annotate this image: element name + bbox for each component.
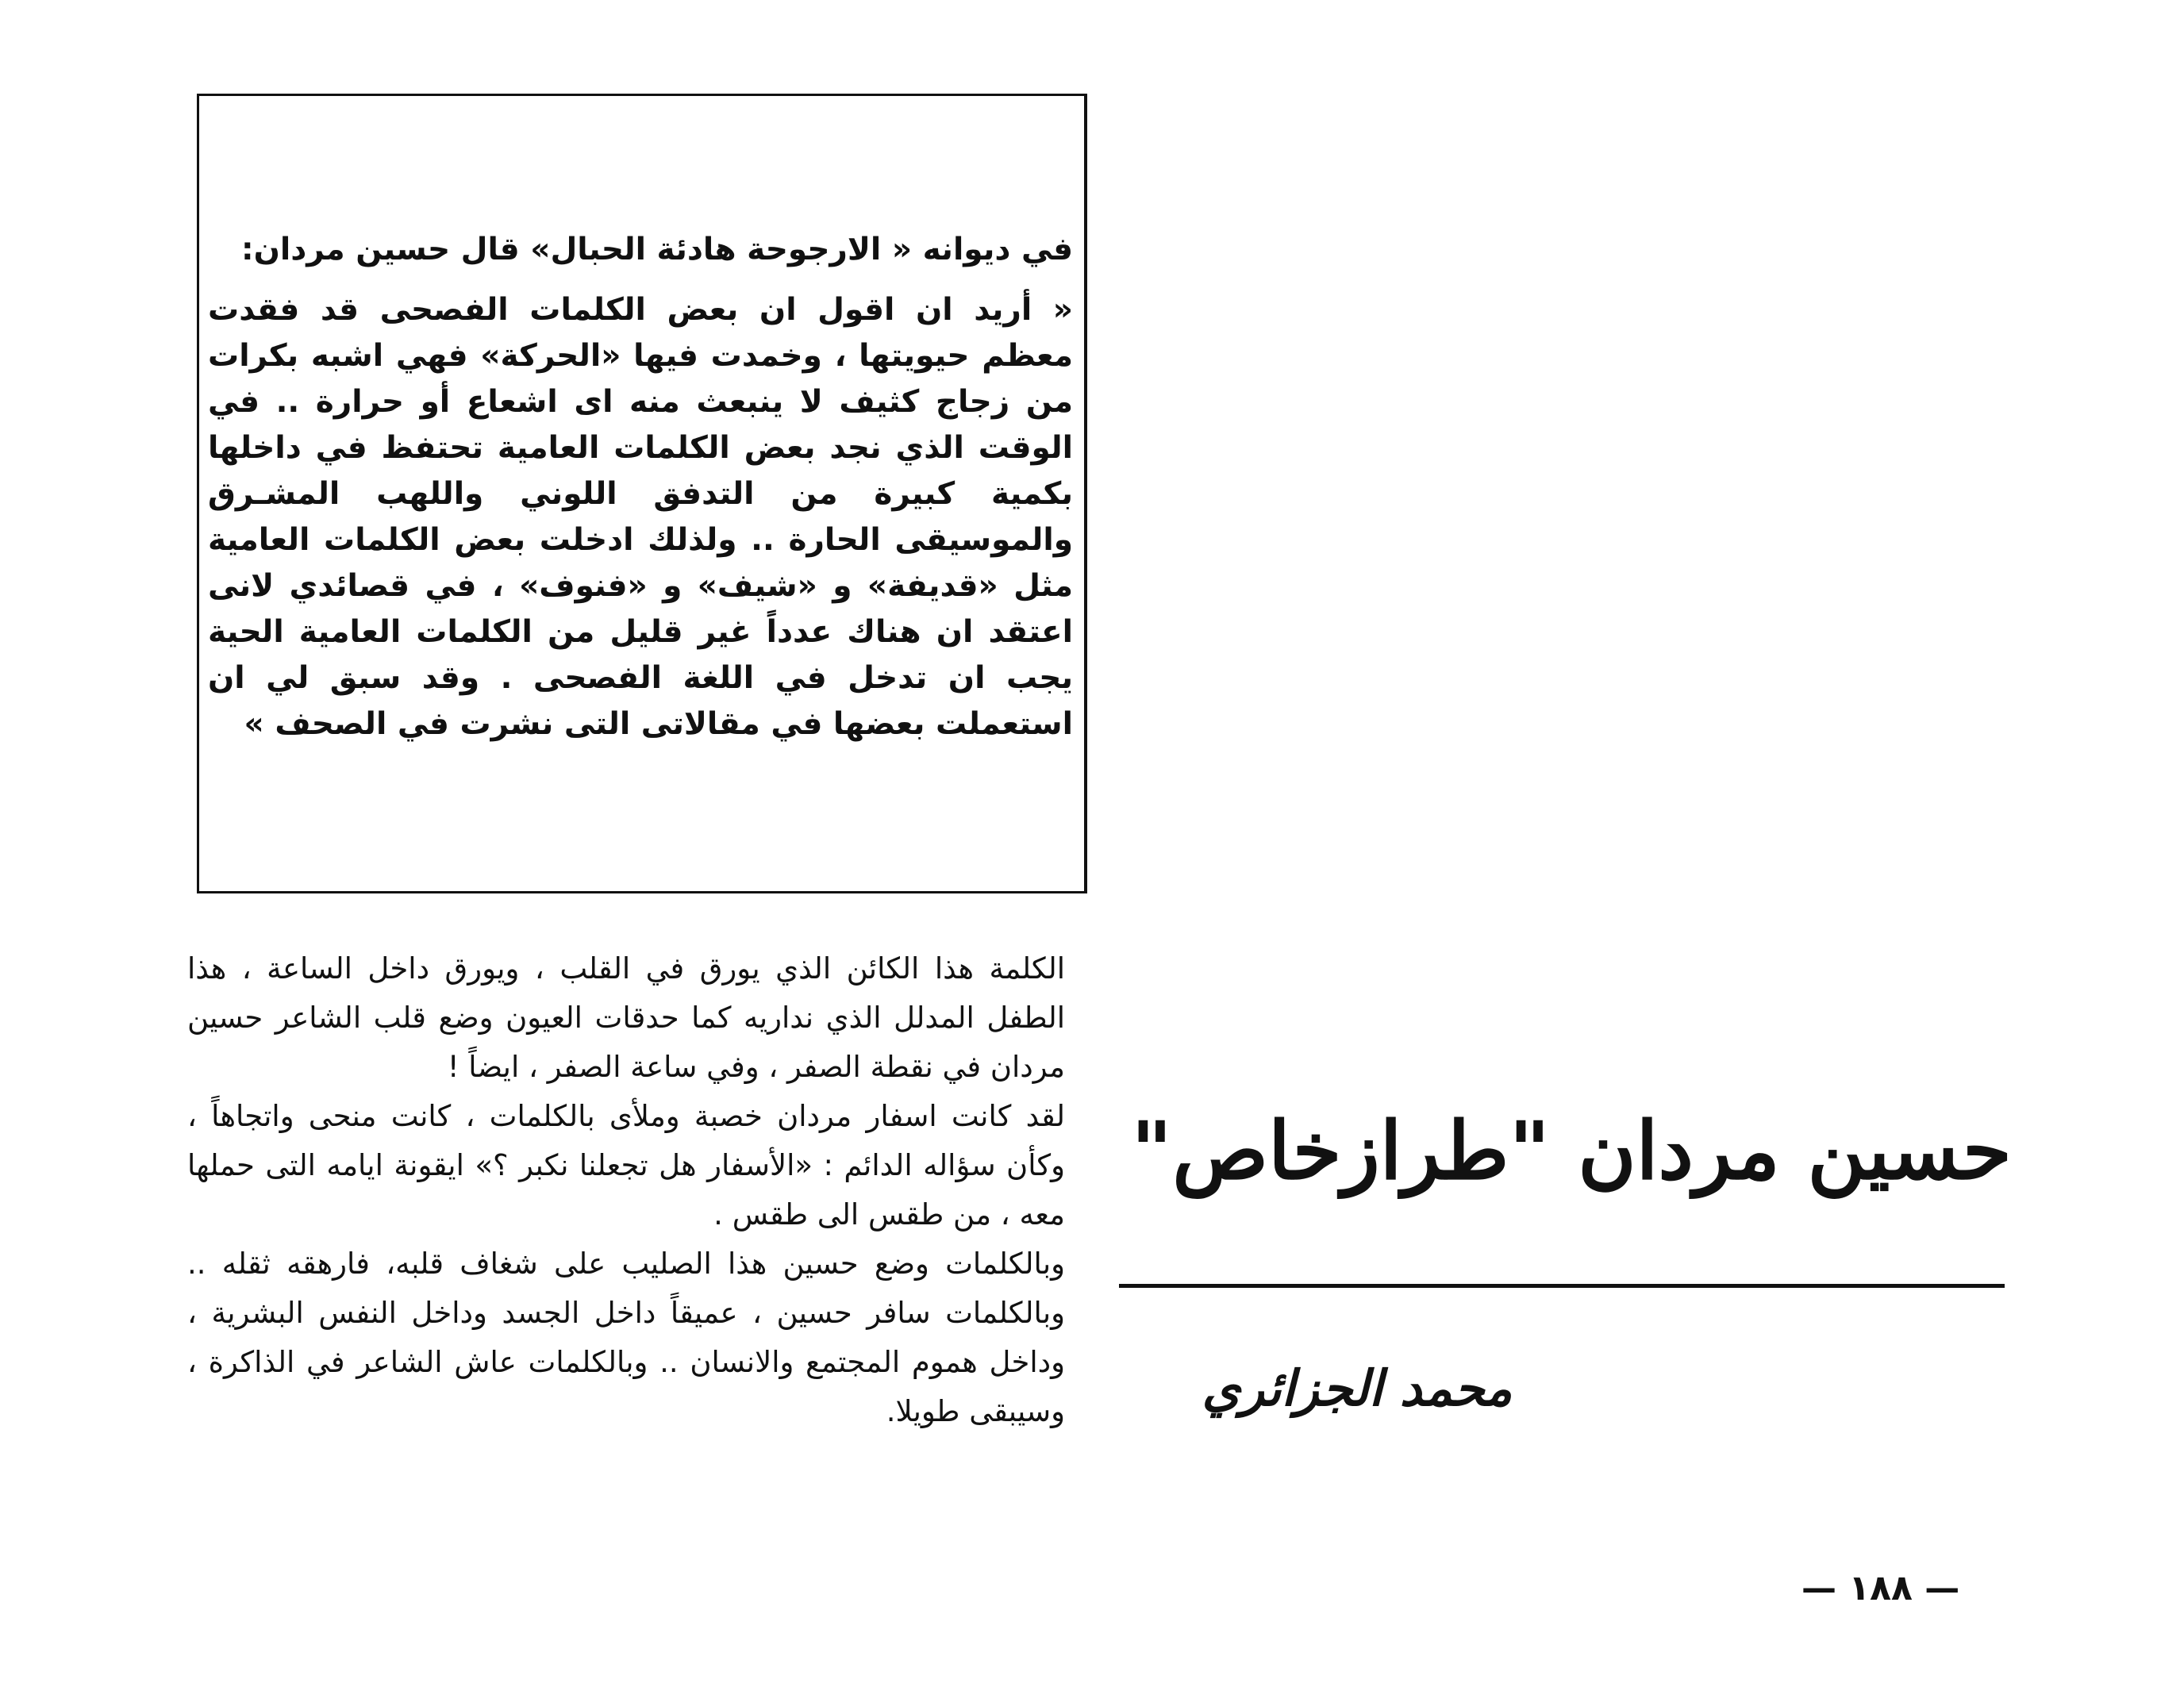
quote-body: « أريد ان اقول ان بعض الكلمات الفصحى قد فقدت معظم حيويتها ، وخمدت فيها «الحركة» فهي اشبه بكرات من زجاج كثيف لا ينبعث منه اى اشعاع أو حرارة .. في الوقت الذي نجد بعض الكلمات العامية تحتفظ في داخلها بكمية كبيرة من التدفق اللوني واللهب المشـرق والموسيقى الحارة .. ولذلك ادخلت بعض الكلمات العامية مثل «قديفة» و «شيف» و «فنوف» ، في قصائدي لانى اعتقد ان هناك عدداً غير قليل من الكلمات العامية الحية يجب ان تدخل في اللغة الفصحى . وقد سبق لي ان استعملت بعضها في مقالاتى التى نشرت في الصحف » (208, 292, 1073, 742)
quote-intro: في ديوانه « الارجوحة هادئة الحبال» قال حسين مردان: (241, 232, 1073, 267)
article-paragraph-2: لقد كانت اسفار مردان خصبة وملأى بالكلمات ، كانت منحى واتجاهاً ، وكأن سؤاله الدائم : «الأسفار هل تجعلنا نكبر ؟» ايقونة ايامه التى حملها معه ، من طقس الى طقس . (187, 1099, 1065, 1232)
article-paragraph-1: الكلمة هذا الكائن الذي يورق في القلب ، ويورق داخل الساعة ، هذا الطفل المدلل الذي نداريه كما حدقات العيون وضع قلب الشاعر حسين مردان في نقطة الصفر ، وفي ساعة الصفر ، ايضاً ! (187, 951, 1065, 1084)
article-paragraph-3: وبالكلمات وضع حسين هذا الصليب على شغاف قلبه، فارهقه ثقله .. وبالكلمات سافر حسين ، عميقاً داخل الجسد وداخل النفس البشرية ، وداخل هموم المجتمع والانسان .. وبالكلمات عاش الشاعر في الذاكرة ، وسيبقى طويلا. (187, 1247, 1065, 1428)
quote-text (208, 227, 1073, 747)
page-number: — ١٨٨ — (1801, 1568, 1960, 1608)
author-signature: محمد الجزائري (1202, 1359, 1513, 1417)
title-divider (1119, 1284, 2005, 1288)
article-title: حسين مردان "طرازخاص" (1131, 1104, 2012, 1197)
article-body (187, 944, 1065, 1436)
